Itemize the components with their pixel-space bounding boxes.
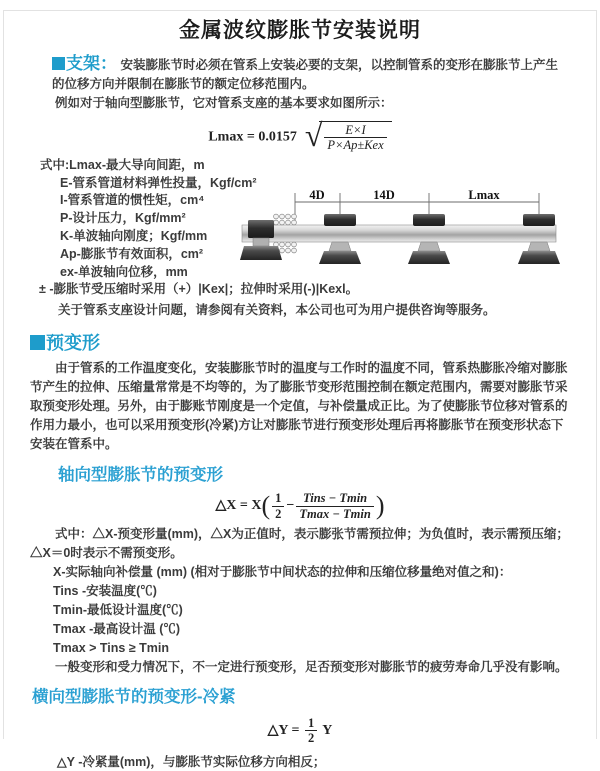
half-fraction <box>272 491 284 521</box>
definition-line: Ap-膨胀节有效面积，cm² <box>60 246 204 261</box>
support-paragraph <box>30 54 570 94</box>
axial-desc-paragraph: 式中：△X-预变形量(mm)，△X为正值时，表示膨张节需预拉伸；为负值时，表示需预压缩；△X＝0时表示不需预变形。 <box>30 526 569 560</box>
diagram-label-4d: 4D <box>309 187 325 202</box>
definition-line: 式中:Lmax-最大导向间距，m <box>40 157 205 172</box>
lmax-formula <box>30 116 570 153</box>
support-intro-text: 安装膨胀节时必须在管系上安装必要的支架，以控制管系的变形在膨胀节上产生的位移方向并限制在膨胀节的额定位移范围内。 <box>52 58 558 91</box>
open-paren: ( <box>261 491 271 520</box>
lmax-radicand <box>319 121 391 153</box>
minus-sign: − <box>286 498 295 514</box>
section-marker-icon <box>30 335 45 350</box>
lateral-subheading: 横向型膨胀节的预变形-冷紧 <box>32 687 236 706</box>
support-section-heading <box>52 54 117 73</box>
lateral-note-line: △Y -冷紧量(mm)，与膨胀节实际位移方向相反； <box>57 754 326 769</box>
frac-num: Tins − Tmin <box>296 491 373 506</box>
lateral-formula <box>30 716 570 746</box>
axial-subheading: 轴向型膨胀节的预变形 <box>58 466 223 485</box>
page-title: 金属波纹膨胀节安装说明 <box>179 19 421 42</box>
frac-num: 1 <box>305 716 317 731</box>
predeform-heading-label: 预变形 <box>46 333 100 354</box>
axial-item: X-实际轴向补偿量 (mm) (相对于膨胀节中间状态的拉伸和压缩位移量绝对值之和)： <box>53 564 512 579</box>
predeform-section-heading <box>30 329 570 355</box>
close-paren: ) <box>375 491 385 520</box>
diagram-label-lmax: Lmax <box>468 187 500 202</box>
definition-line: ± -膨胀节受压缩时采用（+）|Kex|；拉伸时采用(-)|Kexl。 <box>39 282 359 297</box>
lateral-formula-rhs: Y <box>322 722 333 738</box>
predeform-paragraph: 由于管系的工作温度变化，安装膨胀节时的温度与工作时的温度不同，管系热膨胀冷缩对膨胀节产生的拉伸、压缩量常常是不均等的，为了膨胀节变形范围控制在额定范围内，需要对膨胀节采取预变形处理。另外，由于膨账节刚度是一个定值，与补偿量成正比。为了使膨胀节位移对管系的作用力最小，也可以采用预变形(冷紧)方让对膨胀节进行预变形处理后再将膨胀节在预变形状态下安装在管系中。 <box>30 361 568 452</box>
definition-line: E-管系管道材料弹性投量，Kgf/cm² <box>60 175 257 190</box>
definition-line: K-单波轴向刚度；Kgf/mm <box>60 228 208 243</box>
radical-sign: √ <box>304 116 323 153</box>
axial-formula <box>30 491 570 521</box>
diagram-label-14d: 14D <box>373 187 395 202</box>
lmax-denominator: P×Ap±Kex <box>327 138 384 153</box>
section-marker-icon <box>52 57 65 70</box>
pipe-support-diagram <box>236 185 590 281</box>
support-heading-label: 支架： <box>66 54 117 73</box>
axial-formula-prefix: △X = X <box>215 498 262 514</box>
lmax-numerator: E×I <box>324 123 386 138</box>
frac-den: 2 <box>275 506 282 521</box>
lateral-formula-lhs: △Y = <box>267 722 300 738</box>
axial-item: Tmax -最高设计温 (℃) <box>53 621 181 636</box>
lmax-fraction <box>324 123 386 153</box>
temperature-fraction <box>296 491 373 521</box>
support-example-line: 例如对于轴向型膨胀节，它对管系支座的基本要求如图所示： <box>55 96 393 110</box>
support-note-line: 关于管系支座设计问题，请参阅有关资料，本公司也可为用户提供咨询等服务。 <box>58 303 496 318</box>
definitions-and-diagram <box>30 157 570 320</box>
definition-line: I-管系管道的惯性矩，cm⁴ <box>60 193 205 208</box>
frac-den: 2 <box>307 731 315 746</box>
pipe <box>242 225 556 242</box>
frac-num: 1 <box>272 491 284 506</box>
axial-item-list <box>30 563 570 658</box>
axial-item: Tmax > Tins ≥ Tmin <box>53 640 170 655</box>
lmax-formula-lhs: Lmax = 0.0157 <box>208 129 297 145</box>
axial-note-line: 一般变形和受力情况下，不一定进行预变形，足否预变形对膨胀节的疲劳寿命几乎没有影响。 <box>55 659 568 674</box>
definition-line: P-设计压力，Kgf/mm² <box>60 211 186 226</box>
half-fraction <box>305 716 317 746</box>
axial-item: Tins -安装温度(℃) <box>53 583 157 598</box>
axial-item: Tmin-最低设计温度(℃) <box>53 602 183 617</box>
definition-line: ex-单波轴向位移，mm <box>60 264 188 279</box>
frac-den: Tmax − Tmin <box>299 506 371 521</box>
